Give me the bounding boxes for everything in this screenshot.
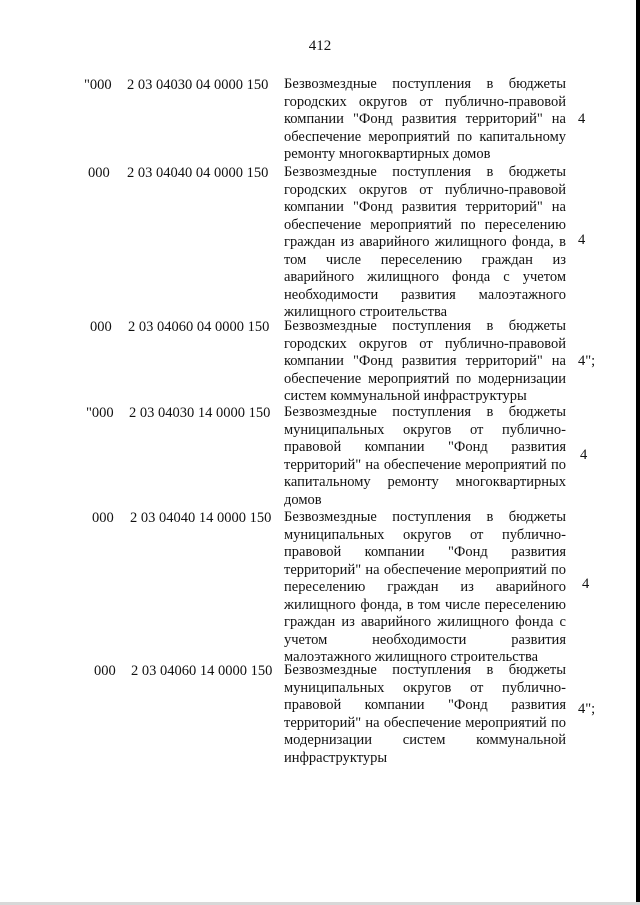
row-value: 4 bbox=[578, 232, 586, 248]
admin-code: "000 bbox=[86, 405, 114, 421]
budget-classification-code: 2 03 04060 04 0000 150 bbox=[128, 319, 270, 335]
budget-classification-code: 2 03 04030 14 0000 150 bbox=[129, 405, 271, 421]
income-description: Безвозмездные поступления в бюджеты муниципальных округов от публично-правовой компании "Фонд развития территорий" на обеспечение мероприятий по капитальному ремонту многоквартирных домов bbox=[284, 404, 566, 508]
income-description: Безвозмездные поступления в бюджеты городских округов от публично-правовой компании "Фонд развития территорий" на обеспечение мероприятий по модернизации систем коммунальной инфраструктуры bbox=[284, 318, 566, 404]
income-description: Безвозмездные поступления в бюджеты муниципальных округов от публично-правовой компании "Фонд развития территорий" на обеспечение мероприятий по переселению граждан из аварийного жилищного фонда, в том числе переселению граждан из аварийного жилищного фонда с учетом необходимости развития малоэтажного жилищного строительства bbox=[284, 509, 566, 665]
budget-classification-code: 2 03 04030 04 0000 150 bbox=[127, 77, 269, 93]
budget-classification-code: 2 03 04040 14 0000 150 bbox=[130, 510, 272, 526]
budget-classification-code: 2 03 04040 04 0000 150 bbox=[127, 165, 269, 181]
income-description: Безвозмездные поступления в бюджеты городских округов от публично-правовой компании "Фонд развития территорий" на обеспечение мероприятий по капитальному ремонту многоквартирных домов bbox=[284, 76, 566, 162]
scan-border-right bbox=[636, 0, 640, 905]
income-description: Безвозмездные поступления в бюджеты муниципальных округов от публично-правовой компании "Фонд развития территорий" на обеспечение мероприятий по модернизации систем коммунальной инфраструктуры bbox=[284, 662, 566, 766]
row-value: 4"; bbox=[578, 353, 596, 369]
admin-code: "000 bbox=[84, 77, 112, 93]
budget-classification-code: 2 03 04060 14 0000 150 bbox=[131, 663, 273, 679]
admin-code: 000 bbox=[88, 165, 110, 181]
row-value: 4 bbox=[580, 447, 588, 463]
row-value: 4 bbox=[578, 111, 586, 127]
page-number: 412 bbox=[308, 38, 332, 54]
admin-code: 000 bbox=[92, 510, 114, 526]
row-value: 4"; bbox=[578, 701, 596, 717]
row-value: 4 bbox=[582, 576, 590, 592]
admin-code: 000 bbox=[94, 663, 116, 679]
admin-code: 000 bbox=[90, 319, 112, 335]
income-description: Безвозмездные поступления в бюджеты городских округов от публично-правовой компании "Фонд развития территорий" на обеспечение мероприятий по переселению граждан из аварийного жилищного фонда, в том числе переселению граждан из аварийного жилищного фонда с учетом необходимости развития малоэтажного жилищного строительства bbox=[284, 164, 566, 320]
